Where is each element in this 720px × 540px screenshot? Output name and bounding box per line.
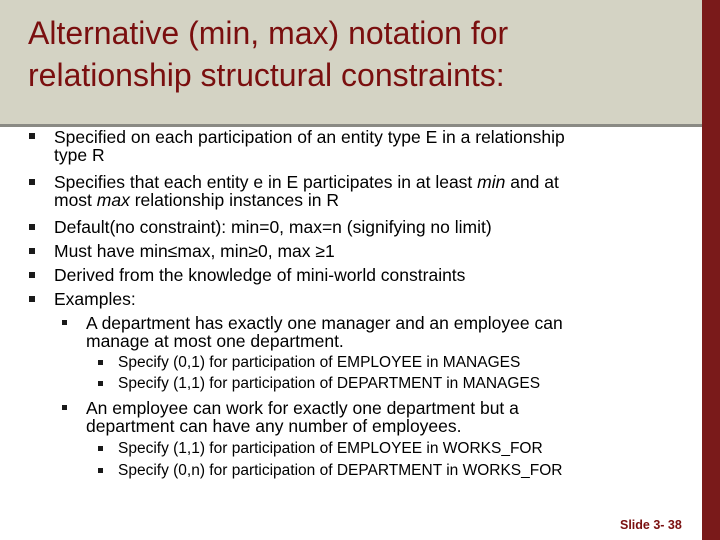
bullet-item xyxy=(54,218,694,236)
bullet-text: Specifies that each entity e in E participates in at least xyxy=(54,172,478,192)
square-bullet-icon xyxy=(29,272,35,278)
bullet-text: Must have min≤max, min≥0, max ≥1 xyxy=(54,241,335,261)
bullet-item xyxy=(54,290,694,308)
example-text: An employee can work for exactly one department but a xyxy=(86,398,519,418)
bullet-text: and at xyxy=(505,172,559,192)
example-text-cont: manage at most one department. xyxy=(86,331,344,351)
square-bullet-icon xyxy=(98,468,103,473)
bullet-item xyxy=(54,173,694,209)
bullet-text-cont: relationship instances in R xyxy=(129,190,339,210)
bullet-text: Specified on each participation of an entity type E in a relationship xyxy=(54,127,565,147)
square-bullet-icon xyxy=(29,296,35,302)
title-line-1: Alternative (min, max) notation for xyxy=(28,15,509,51)
title-line-2: relationship structural constraints: xyxy=(28,57,505,93)
spec-text: Specify (0,n) for participation of DEPARTMENT in WORKS_FOR xyxy=(118,462,563,479)
square-bullet-icon xyxy=(29,133,35,139)
emphasis-text: min xyxy=(477,172,506,192)
emphasis-text: max xyxy=(96,190,130,210)
bullet-text: Default(no constraint): min=0, max=n (signifying no limit) xyxy=(54,217,492,237)
square-bullet-icon xyxy=(62,320,67,325)
example-item xyxy=(86,399,696,435)
bullet-text-cont: type R xyxy=(54,145,105,165)
bullet-text: Examples: xyxy=(54,289,136,309)
example-text-cont: department can have any number of employees. xyxy=(86,416,462,436)
spec-text: Specify (0,1) for participation of EMPLOYEE in MANAGES xyxy=(118,354,521,371)
bullet-text-cont: most xyxy=(54,190,97,210)
bullet-item xyxy=(54,266,694,284)
square-bullet-icon xyxy=(98,446,103,451)
square-bullet-icon xyxy=(62,405,67,410)
bullet-text: Derived from the knowledge of mini-world constraints xyxy=(54,265,466,285)
spec-text: Specify (1,1) for participation of DEPARTMENT in MANAGES xyxy=(118,375,541,392)
square-bullet-icon xyxy=(98,381,103,386)
spec-item xyxy=(118,373,698,394)
bullet-item xyxy=(54,128,694,164)
square-bullet-icon xyxy=(29,248,35,254)
right-accent-bar xyxy=(702,0,720,540)
spec-item xyxy=(118,460,698,481)
square-bullet-icon xyxy=(29,179,35,185)
bullet-item xyxy=(54,242,694,260)
square-bullet-icon xyxy=(29,224,35,230)
spec-item xyxy=(118,438,698,459)
slide-number: Slide 3- 38 xyxy=(620,518,682,532)
spec-text: Specify (1,1) for participation of EMPLOYEE in WORKS_FOR xyxy=(118,440,543,457)
example-item xyxy=(86,314,696,350)
spec-item xyxy=(118,352,698,373)
example-text: A department has exactly one manager and an employee can xyxy=(86,313,563,333)
square-bullet-icon xyxy=(98,360,103,365)
slide-title xyxy=(28,12,688,96)
